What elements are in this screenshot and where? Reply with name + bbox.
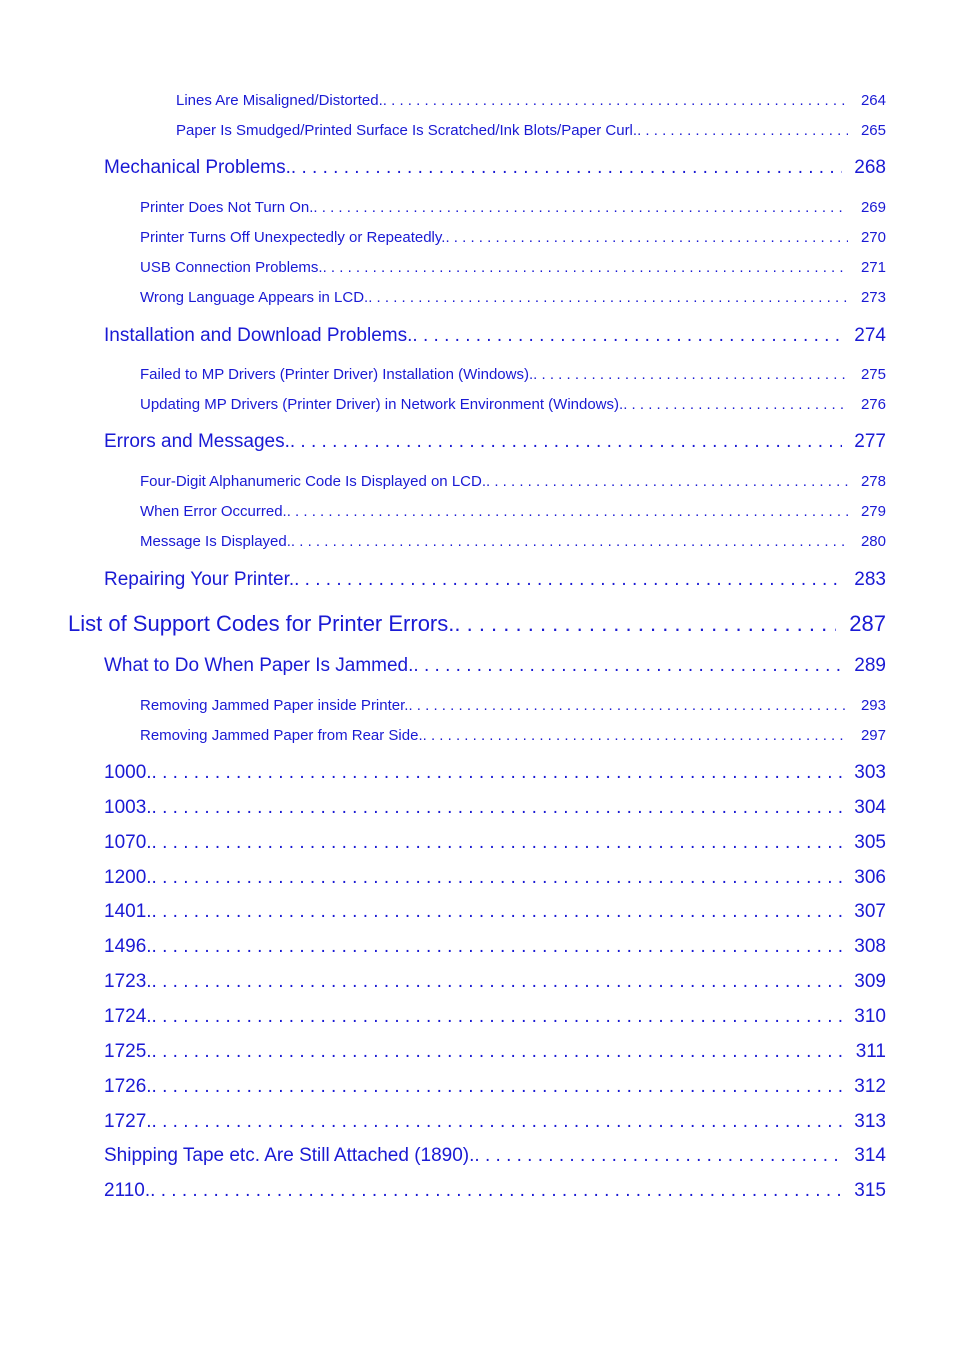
dot-leader — [152, 936, 842, 958]
toc-entry-page: 314 — [854, 1145, 886, 1166]
toc-entry-title: USB Connection Problems. — [140, 259, 323, 276]
toc-entry-page: 275 — [860, 366, 886, 383]
toc-entry-title: Shipping Tape etc. Are Still Attached (1890). — [104, 1145, 475, 1166]
toc-entry-page: 276 — [860, 396, 886, 413]
toc-entry-title: 1727. — [104, 1111, 152, 1132]
toc-entry-title: Printer Turns Off Unexpectedly or Repeatedly. — [140, 229, 446, 246]
dot-leader — [533, 366, 848, 383]
toc-entry-title: List of Support Codes for Printer Errors. — [68, 611, 455, 636]
dot-leader — [486, 473, 848, 490]
toc-section-entry[interactable] — [104, 797, 886, 819]
toc-entry-page: 271 — [860, 259, 886, 276]
toc-entry-page: 270 — [860, 229, 886, 246]
toc-entry-title: 1401. — [104, 901, 152, 922]
toc-section-entry[interactable] — [104, 157, 886, 179]
toc-entry-page: 309 — [854, 971, 886, 992]
toc-section-entry[interactable] — [104, 1145, 886, 1167]
toc-entry-page: 308 — [854, 936, 886, 957]
toc-entry[interactable] — [140, 697, 886, 714]
toc-entry-page: 310 — [854, 1006, 886, 1027]
toc-entry-title: Failed to MP Drivers (Printer Driver) Installation (Windows). — [140, 366, 534, 383]
toc-entry-title: Four-Digit Alphanumeric Code Is Displayed on LCD. — [140, 473, 486, 490]
dot-leader — [152, 1041, 842, 1063]
toc-entry-title: Removing Jammed Paper inside Printer. — [140, 697, 409, 714]
dot-leader — [323, 259, 848, 276]
toc-entry[interactable] — [140, 396, 886, 413]
toc-entry-page: 305 — [854, 832, 886, 853]
toc-entry-title: 1726. — [104, 1076, 152, 1097]
dot-leader — [152, 1006, 842, 1028]
toc-entry-page: 265 — [860, 122, 886, 139]
toc-section-entry[interactable] — [104, 867, 886, 889]
toc-entry-title: 2110. — [104, 1180, 151, 1201]
dot-leader — [152, 1111, 842, 1133]
toc-entry-title: Removing Jammed Paper from Rear Side. — [140, 727, 423, 744]
toc-section-entry[interactable] — [104, 1180, 886, 1202]
toc-entry-page: 287 — [849, 611, 886, 636]
toc-entry-page: 306 — [854, 867, 886, 888]
dot-leader — [413, 655, 842, 677]
toc-section-entry[interactable] — [104, 971, 886, 993]
toc-entry-title: 1723. — [104, 971, 152, 992]
dot-leader — [408, 697, 848, 714]
toc-entry-page: 297 — [860, 727, 886, 744]
toc-entry-page: 313 — [854, 1111, 886, 1132]
toc-entry-title: Wrong Language Appears in LCD. — [140, 289, 369, 306]
dot-leader — [445, 229, 848, 246]
toc-section-entry[interactable] — [104, 431, 886, 453]
toc-entry-title: 1003. — [104, 797, 152, 818]
toc-entry-page: 277 — [854, 431, 886, 452]
toc-entry-title: Printer Does Not Turn On. — [140, 199, 314, 216]
toc-entry-page: 312 — [854, 1076, 886, 1097]
toc-section-entry[interactable] — [104, 1111, 886, 1133]
toc-entry-title: Message Is Displayed. — [140, 533, 291, 550]
toc-entry-title: 1725. — [104, 1041, 152, 1062]
toc-entry-title: What to Do When Paper Is Jammed. — [104, 655, 414, 676]
dot-leader — [152, 797, 842, 819]
toc-entry-page: 274 — [854, 325, 886, 346]
toc-entry-page: 311 — [855, 1041, 886, 1062]
toc-section-entry[interactable] — [104, 325, 886, 347]
toc-entry-page: 268 — [854, 157, 886, 178]
dot-leader — [291, 533, 848, 550]
toc-entry-page: 303 — [854, 762, 886, 783]
toc-entry-title: 1200. — [104, 867, 152, 888]
toc-entry-title: Updating MP Drivers (Printer Driver) in Network Environment (Windows). — [140, 396, 624, 413]
dot-leader — [287, 503, 848, 520]
toc-entry[interactable] — [140, 366, 886, 383]
toc-entry-page: 307 — [854, 901, 886, 922]
toc-entry-page: 283 — [854, 569, 886, 590]
toc-entry-page: 273 — [860, 289, 886, 306]
toc-entry[interactable] — [176, 92, 886, 109]
dot-leader — [294, 569, 842, 591]
toc-entry[interactable] — [140, 289, 886, 306]
toc-section-entry[interactable] — [104, 936, 886, 958]
dot-leader — [368, 289, 848, 306]
toc-entry[interactable] — [140, 259, 886, 276]
toc-entry-page: 279 — [860, 503, 886, 520]
toc-section-entry[interactable] — [104, 1041, 886, 1063]
dot-leader — [423, 727, 848, 744]
toc-entry-title: Installation and Download Problems. — [104, 325, 413, 346]
toc-entry[interactable] — [140, 199, 886, 216]
toc-entry-title: 1496. — [104, 936, 152, 957]
toc-entry-title: 1000. — [104, 762, 152, 783]
toc-entry-title: Mechanical Problems. — [104, 157, 291, 178]
toc-entry[interactable] — [176, 122, 886, 139]
toc-chapter-entry[interactable] — [68, 611, 886, 637]
dot-leader — [152, 1076, 842, 1098]
dot-leader — [623, 396, 848, 413]
dot-leader — [290, 431, 842, 453]
toc-entry-page: 304 — [854, 797, 886, 818]
dot-leader — [474, 1145, 842, 1167]
toc-entry[interactable] — [140, 229, 886, 246]
toc-section-entry[interactable] — [104, 832, 886, 854]
dot-leader — [152, 867, 842, 889]
toc-entry-title: Lines Are Misaligned/Distorted. — [176, 92, 383, 109]
toc-entry-page: 315 — [854, 1180, 886, 1201]
toc-entry[interactable] — [140, 473, 886, 490]
toc-entry-title: When Error Occurred. — [140, 503, 287, 520]
toc-entry-title: Repairing Your Printer. — [104, 569, 295, 590]
dot-leader — [383, 92, 848, 109]
toc-section-entry[interactable] — [104, 655, 886, 677]
toc-entry-title: 1724. — [104, 1006, 152, 1027]
toc-section-entry[interactable] — [104, 901, 886, 923]
toc-section-entry[interactable] — [104, 762, 886, 784]
dot-leader — [313, 199, 848, 216]
toc-entry[interactable] — [140, 533, 886, 550]
toc-entry-page: 278 — [860, 473, 886, 490]
dot-leader — [412, 325, 842, 347]
toc-entry-page: 269 — [860, 199, 886, 216]
toc-entry[interactable] — [140, 503, 886, 520]
toc-section-entry[interactable] — [104, 1006, 886, 1028]
toc-entry-page: 289 — [854, 655, 886, 676]
toc-entry-title: 1070. — [104, 832, 152, 853]
dot-leader — [150, 1180, 842, 1202]
dot-leader — [291, 157, 842, 179]
dot-leader — [152, 832, 842, 854]
dot-leader — [637, 122, 848, 139]
dot-leader — [454, 611, 836, 637]
toc-entry[interactable] — [140, 727, 886, 744]
dot-leader — [152, 901, 842, 923]
toc-entry-title: Errors and Messages. — [104, 431, 290, 452]
dot-leader — [152, 762, 842, 784]
toc-section-entry[interactable] — [104, 1076, 886, 1098]
toc-entry-page: 280 — [860, 533, 886, 550]
toc-section-entry[interactable] — [104, 569, 886, 591]
dot-leader — [152, 971, 842, 993]
toc-entry-page: 264 — [860, 92, 886, 109]
toc-entry-title: Paper Is Smudged/Printed Surface Is Scratched/Ink Blots/Paper Curl. — [176, 122, 638, 139]
toc-entry-page: 293 — [860, 697, 886, 714]
